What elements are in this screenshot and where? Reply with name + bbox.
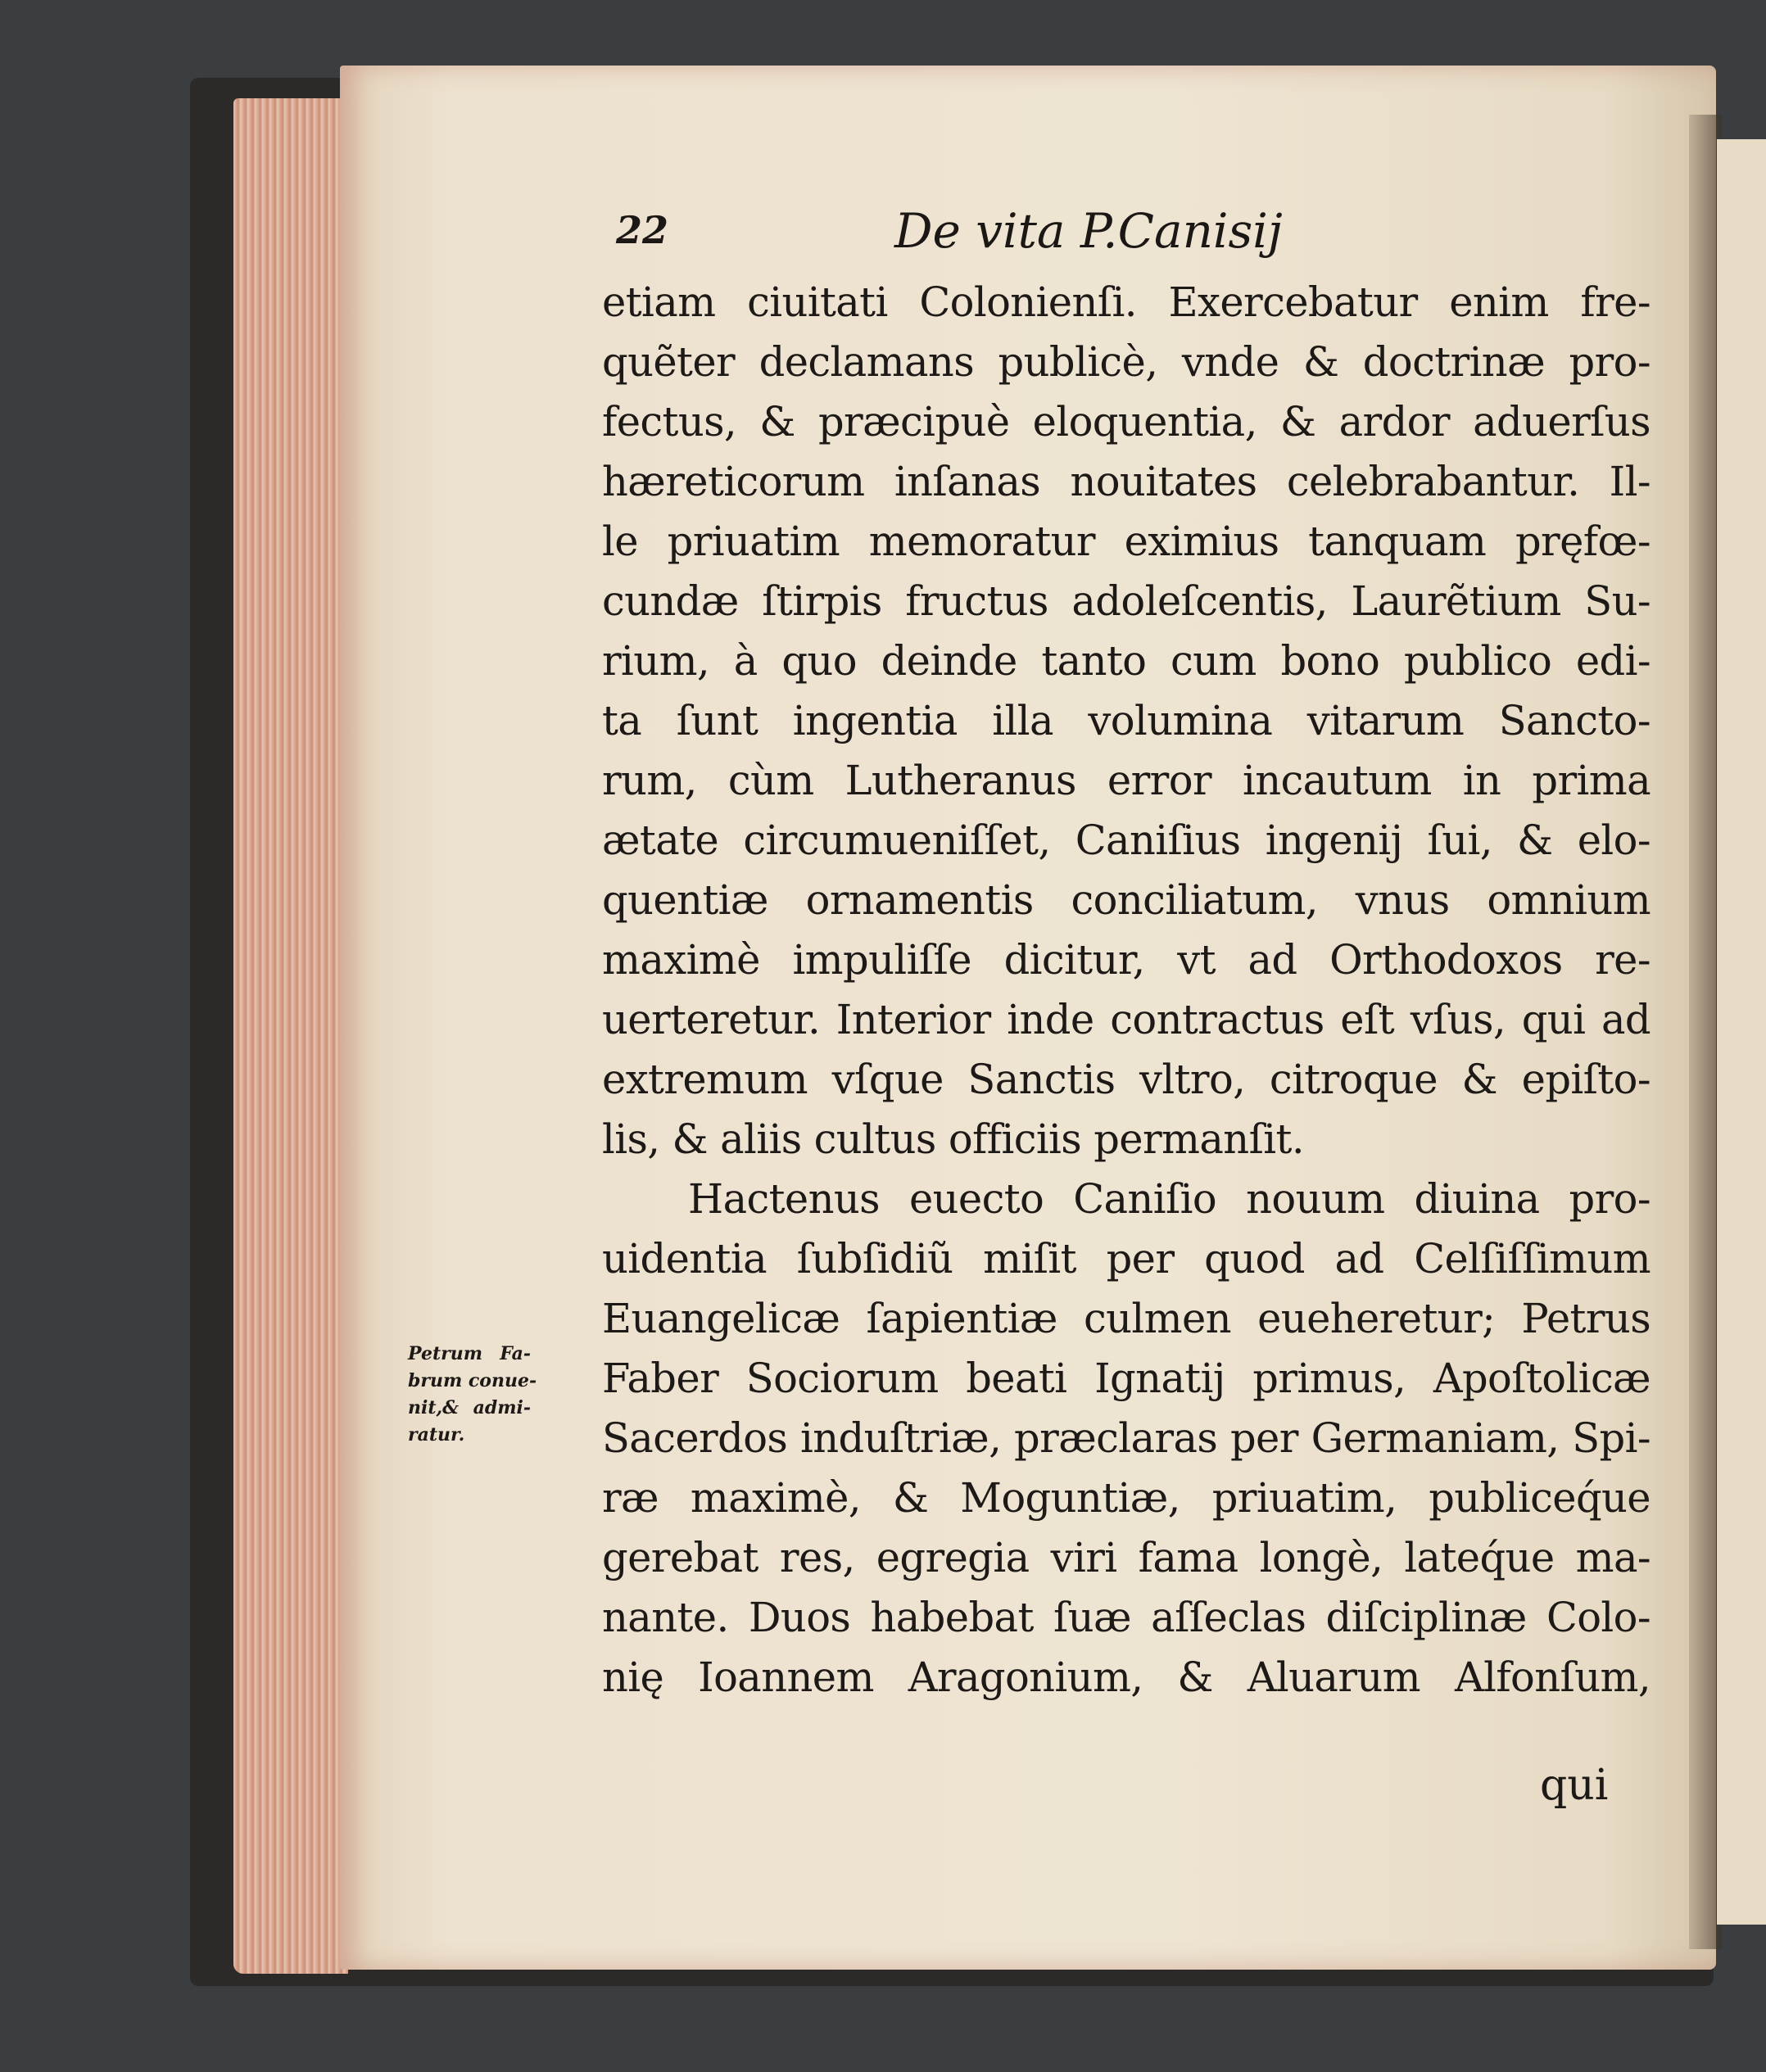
text-line: le priuatim memoratur eximius tanquam pręfœ- — [602, 518, 1651, 565]
marginal-line: brum conue- — [408, 1370, 537, 1391]
marginal-line: nit,& admi- — [408, 1397, 531, 1418]
text-line: rium, à quo deinde tanto cum bono publico edi- — [602, 637, 1651, 685]
catchword: qui — [1540, 1761, 1609, 1810]
text-line: lis, & aliis cultus officiis permanſit. — [602, 1115, 1304, 1163]
page-edges-stack — [233, 98, 348, 1974]
text-line: ræ maximè, & Moguntiæ, priuatim, publiceq́ue — [602, 1474, 1651, 1522]
text-line: gerebat res, egregia viri fama longè, lateq́ue ma- — [602, 1534, 1651, 1581]
marginal-line: ratur. — [408, 1424, 465, 1445]
text-line: nię Ioannem Aragonium, & Aluarum Alfonſum, — [602, 1654, 1651, 1701]
text-line: nante. Duos habebat ſuæ aſſeclas diſciplinæ Colo- — [602, 1594, 1651, 1641]
text-line: ætate circumueniſſet, Caniſius ingenij ſui, & elo- — [602, 817, 1651, 864]
text-line: Hactenus euecto Caniſio nouum diuina pro- — [688, 1175, 1651, 1223]
page-number: 22 — [616, 208, 669, 252]
facing-page-edge — [1717, 139, 1766, 1925]
text-line: Euangelicæ ſapientiæ culmen eueheretur; Petrus — [602, 1295, 1651, 1342]
page-header — [616, 203, 1353, 260]
text-line: quentiæ ornamentis conciliatum, vnus omnium — [602, 876, 1651, 924]
text-line: Faber Sociorum beati Ignatij primus, Apoſtolicæ — [602, 1355, 1651, 1402]
marginal-note — [408, 1341, 539, 1449]
text-line: extremum vſque Sanctis vltro, citroque & epiſto- — [602, 1056, 1651, 1103]
marginal-line: Petrum Fa- — [408, 1343, 531, 1364]
text-line: Sacerdos induſtriæ, præclaras per Germaniam, Spi- — [602, 1414, 1651, 1462]
text-line: cundæ ſtirpis fructus adoleſcentis, Laurẽtium Su- — [602, 577, 1651, 625]
text-line: maximè impuliſſe dicitur, vt ad Orthodoxos re- — [602, 936, 1651, 984]
text-line: uidentia ſubſidiũ miſit per quod ad Celſiſſimum — [602, 1235, 1651, 1283]
text-line: etiam ciuitati Colonienſi. Exercebatur enim fre- — [602, 278, 1651, 326]
text-line: rum, cùm Lutheranus error incautum in prima — [602, 757, 1651, 804]
text-line: hæreticorum inſanas nouitates celebrabantur. Il- — [602, 458, 1651, 505]
text-line: quẽter declamans publicè, vnde & doctrinæ pro- — [602, 338, 1651, 386]
text-line: ta ſunt ingentia illa volumina vitarum Sancto- — [602, 697, 1651, 744]
running-title: De vita P.Canisij — [894, 203, 1283, 259]
text-line: fectus, & præcipuè eloquentia, & ardor aduerſus — [602, 398, 1651, 446]
text-line: uerteretur. Interior inde contractus eſt vſus, qui ad — [602, 996, 1651, 1043]
